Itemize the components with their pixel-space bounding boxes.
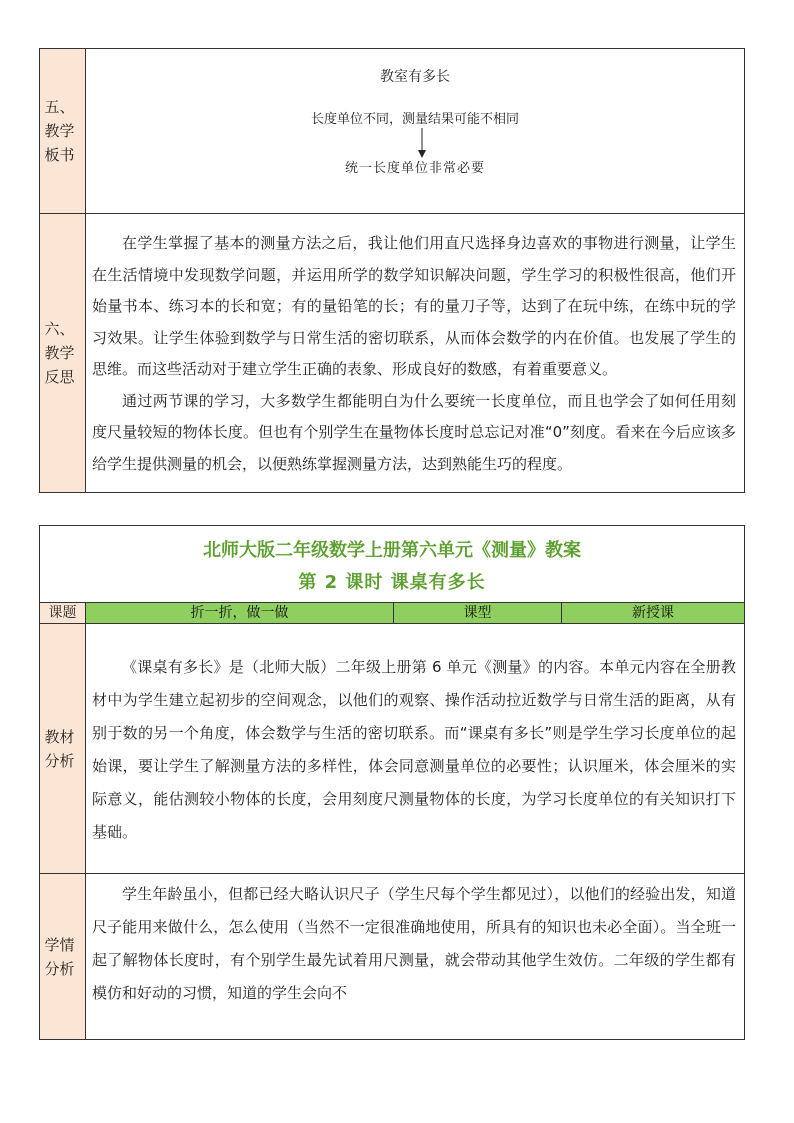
- type-value: 新授课: [562, 603, 745, 624]
- lesson-subtitle: 第 2 课时 课桌有多长: [298, 572, 486, 593]
- board-label: 五、 教学 板书: [44, 98, 75, 164]
- blackboard-design: [86, 50, 744, 213]
- reflection-paragraph-1: 在学生掌握了基本的测量方法之后，我让他们用直尺选择身边喜欢的事物进行测量，让学生在生活情境中发现数学问题，并运用所学的数学知识解决问题，学生学习的积极性很高，他们开始量书本、练习本的长和宽；有的量铅笔的长；有的量刀子等，达到了在玩中练，在练中玩的学习效果。让学生体验到数学与日常生活的密切联系，从而体会数学的内在价值。也发展了学生的思维。而这些活动对于建立学生正确的表象、形成良好的数感，有着重要意义。: [92, 234, 736, 378]
- reflection-content-cell: [86, 214, 745, 493]
- board-line-1: 长度单位不同，测量结果可能不相同: [310, 111, 519, 127]
- reflection-paragraph-2: 通过两节课的学习，大多数学生都能明白为什么要统一长度单位，而且也学会了如何任用刻度尺量较短的物体长度。但也有个别学生在量物体长度时总忘记对准“0”刻度。看来在今后应该多给学生提供测量的机会，以便熟练掌握测量方法，达到熟能生巧的程度。: [92, 391, 736, 473]
- board-label-cell: [40, 49, 86, 214]
- down-arrow-icon: [415, 128, 429, 158]
- material-content-cell: [86, 624, 745, 874]
- material-label: 教材 分析: [44, 727, 75, 770]
- board-content-cell: [86, 49, 745, 214]
- board-line-2: 统一长度单位非常必要: [344, 160, 485, 176]
- material-paragraph: 《课桌有多长》是（北师大版）二年级上册第 6 单元《测量》的内容。本单元内容在全册教材中为学生建立起初步的空间观念，以他们的观察、操作活动拉近数学与日常生活的距离，从有别于数的另一个角度，体会数学与生活的密切联系。而“课桌有多长”则是学生学习长度单位的起始课，要让学生了解测量方法的多样性，体会同意测量单位的必要性；认识厘米，体会厘米的实际意义，能估测较小物体的长度，会用刻度尺测量物体的长度，为学习长度单位的有关知识打下基础。: [92, 657, 736, 841]
- reflection-label: 六、 教学 反思: [44, 320, 75, 386]
- topic-value: 折一折，做一做: [86, 603, 394, 624]
- type-label: 课型: [394, 603, 562, 624]
- students-label-cell: [40, 874, 86, 1040]
- reflection-label-cell: [40, 214, 86, 493]
- material-label-cell: [40, 624, 86, 874]
- lesson-plan-table: [39, 525, 745, 1040]
- students-paragraph: 学生年龄虽小，但都已经大略认识尺子（学生尺每个学生都见过），以他们的经验出发，知道尺子能用来做什么，怎么使用（当然不一定很准确地使用，所具有的知识也未必全面）。当全班一起了解物体长度时，有个别学生最先试着用尺测量，就会带动其他学生效仿。二年级的学生都有模仿和好动的习惯，知道的学生会向不: [92, 885, 736, 1002]
- reflection-table: [39, 48, 745, 493]
- students-label: 学情 分析: [44, 935, 75, 978]
- board-title: 教室有多长: [380, 68, 450, 85]
- page-title: 北师大版二年级数学上册第六单元《测量》教案: [203, 540, 581, 561]
- topic-label: 课题: [40, 603, 86, 624]
- students-content-cell: [86, 874, 745, 1040]
- title-cell: [40, 526, 745, 603]
